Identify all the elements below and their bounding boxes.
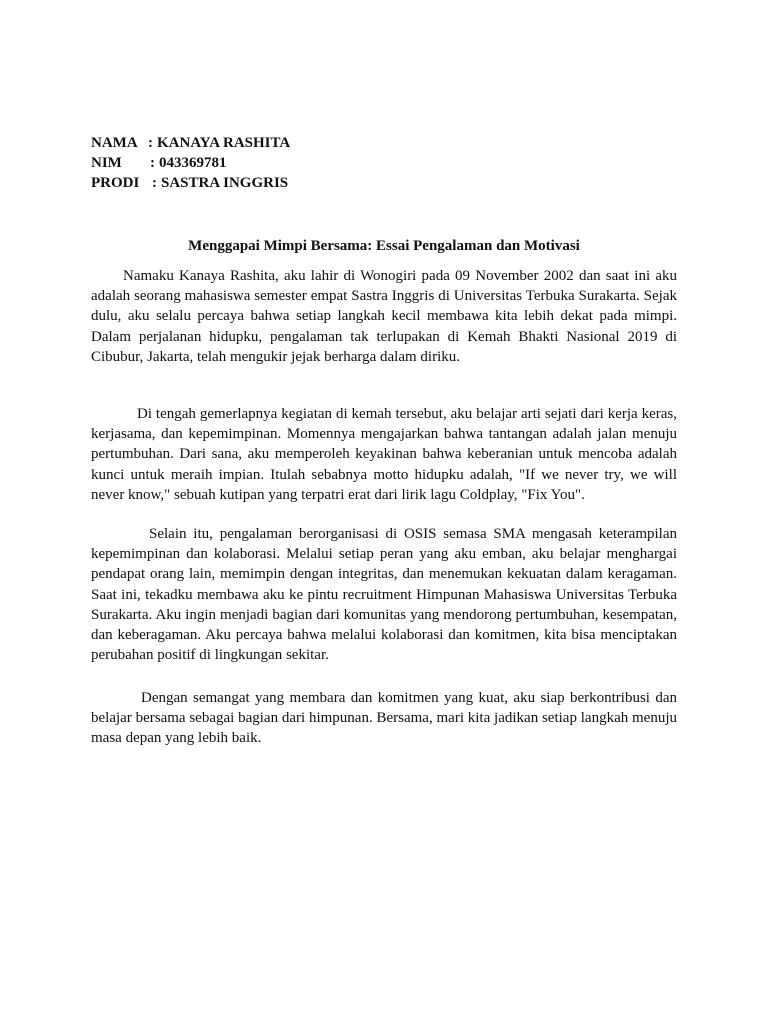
nim-label: NIM [91, 155, 122, 171]
name-row [91, 133, 290, 153]
essay-title: Menggapai Mimpi Bersama: Essai Pengalaman dan Motivasi [188, 238, 580, 254]
name-separator: : [148, 135, 153, 151]
nim-row [91, 153, 290, 173]
essay-paragraph-2: Di tengah gemerlapnya kegiatan di kemah tersebut, aku belajar arti sejati dari kerja keras, kerjasama, dan kepemimpinan. Momennya mengajarkan bahwa tantangan adalah jalan menuju pertumbuhan. Dari sana, aku memperoleh keyakinan bahwa keberanian untuk mencoba adalah kunci untuk meraih impian. Itulah sebabnya motto hidupku adalah, "If we never try, we will never know," sebuah kutipan yang terpatri erat dari lirik lagu Coldplay, "Fix You". [91, 406, 677, 503]
essay-paragraph-4: Dengan semangat yang membara dan komitmen yang kuat, aku siap berkontribusi dan belajar bersama sebagai bagian dari himpunan. Bersama, mari kita jadikan setiap langkah menuju masa depan yang lebih baik. [91, 690, 677, 747]
student-identity-block [91, 133, 290, 193]
prodi-row [91, 173, 290, 193]
prodi-label: PRODI [91, 175, 140, 191]
nim-value: 043369781 [159, 155, 227, 171]
prodi-separator: : [152, 175, 157, 191]
prodi-value: SASTRA INGGRIS [161, 175, 289, 191]
nim-separator: : [150, 155, 155, 171]
essay-paragraph-1: Namaku Kanaya Rashita, aku lahir di Wonogiri pada 09 November 2002 dan saat ini aku adalah seorang mahasiswa semester empat Sastra Inggris di Universitas Terbuka Surakarta. Sejak dulu, aku selalu percaya bahwa setiap langkah kecil membawa kita lebih dekat pada mimpi. Dalam perjalanan hidupku, pengalaman tak terlupakan di Kemah Bhakti Nasional 2019 di Cibubur, Jakarta, telah mengukir jejak berharga dalam diriku. [91, 268, 677, 365]
name-value: KANAYA RASHITA [157, 135, 291, 151]
name-label: NAMA [91, 135, 138, 151]
essay-paragraph-3: Selain itu, pengalaman berorganisasi di OSIS semasa SMA mengasah keterampilan kepemimpinan dan kolaborasi. Melalui setiap peran yang aku emban, aku belajar menghargai pendapat orang lain, memimpin dengan integritas, dan menemukan kekuatan dalam keragaman. Saat ini, tekadku membawa aku ke pintu recruitment Himpunan Mahasiswa Universitas Terbuka Surakarta. Aku ingin menjadi bagian dari komunitas yang mendorong pertumbuhan, kesempatan, dan keberagaman. Aku percaya bahwa melalui kolaborasi dan komitmen, kita bisa menciptakan perubahan positif di lingkungan sekitar. [91, 526, 677, 664]
